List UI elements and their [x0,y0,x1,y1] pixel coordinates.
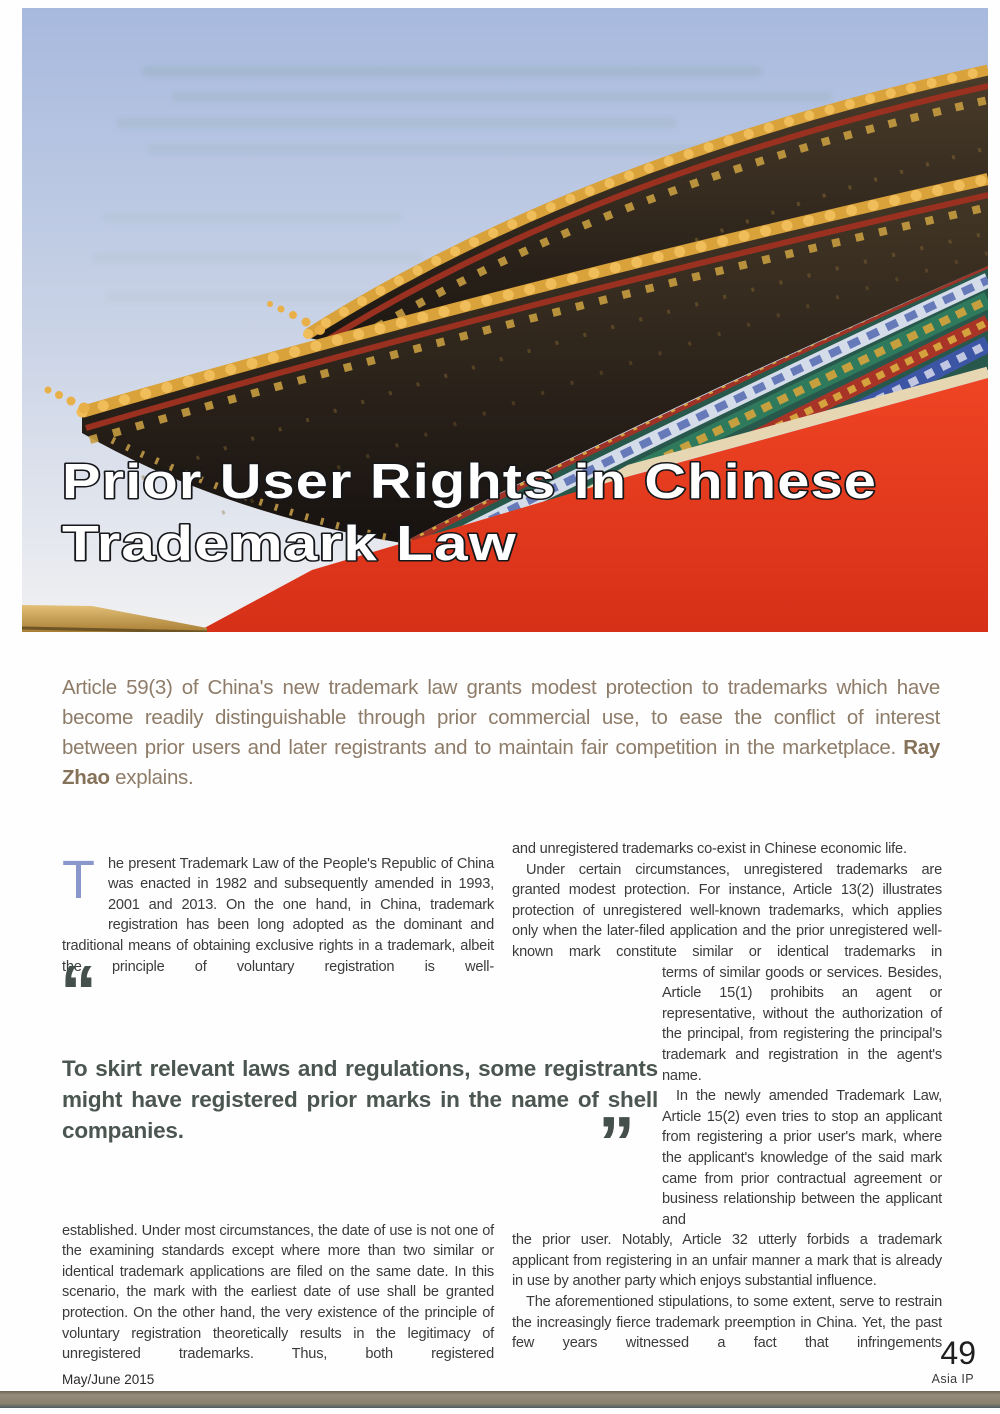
publication-name: Asia IP [931,1372,974,1386]
page-number: 49 [940,1335,976,1371]
right-segment-4: In the newly amended Trademark Law, Article 15(2) even tries to stop an applicant from registering a prior user's mark, where the applicant's knowledge of the said mark came from prior contractual agreement or business relationship between the applicant and [662,1088,942,1228]
right-segment-1: and unregistered trademarks co-exist in Chinese economic life. [512,841,907,857]
issue-date: May/June 2015 [62,1372,155,1387]
right-segment-2: Under certain circumstances, unregistered trademarks are granted modest protection. For instance, Article 13(2) illustrates protection of unregistered well-known trademarks, which applies only when the later-filed application and the prior unregistered well-known mark constitute similar or identical trademarks in [512,861,942,960]
drop-cap: T [62,849,95,910]
left-column-paragraph-1 [62,849,494,978]
right-segment-3: terms of similar goods or services. Besides, Article 15(1) prohibits an agent or representative, without the authorization of the principal, from registering the principal's trademark and registration in the agent's name. [662,964,942,1084]
lede-text-after-author: explains. [109,765,194,789]
right-segment-6: The aforementioned stipulations, to some extent, serve to restrain the increasingly fierce trademark preemption in China. Yet, the past few years witnessed a fact that infringements [512,1294,942,1352]
title-line-2: Trademark Law [62,517,517,571]
left-paragraph-1-text: he present Trademark Law of the People's Republic of China was enacted in 1982 and subsequently amended in 1993, 2001 and 2013. On the one hand, in China, trademark registration has been long adopted as the dominant and traditional means of obtaining exclusive rights in a trademark, albeit the principle of voluntary registration is well- [62,855,494,975]
footer-bar [0,1391,1000,1408]
lede-text-before-author: Article 59(3) of China's new trademark law grants modest protection to trademarks which have become readily distinguishable through prior commercial use, to ease the conflict of interest between prior users and later registrants and to maintain fair competition in the marketplace. [62,675,940,759]
title-line-1: Prior User Rights in Chinese [62,455,877,509]
right-segment-5: the prior user. Notably, Article 32 utterly forbids a trademark applicant from registering in an unfair manner a mark that is already in use by another party which enjoys substantial influence. [512,1232,942,1290]
left-column-paragraph-2: established. Under most circumstances, the date of use is not one of the examining standards except where more than two similar or identical trademark applications are filed on the same date. In this scenario, the mark with the earliest date of use shall be granted protection. On the other hand, the very existence of the principle of voluntary registration theoretically results in the legitimacy of unregistered trademarks. Thus, both registered [62,1222,494,1363]
pull-quote-text: To skirt relevant laws and regulations, some registrants might have registered prior marks in the name of shell companies. [62,1055,658,1143]
author-name: Ray Zhao [62,735,940,789]
lede-paragraph [62,673,940,793]
right-column [512,839,942,1354]
close-quote-mark: ” [598,1101,635,1184]
open-quote-mark: “ [60,950,97,1033]
article-title [56,446,956,586]
